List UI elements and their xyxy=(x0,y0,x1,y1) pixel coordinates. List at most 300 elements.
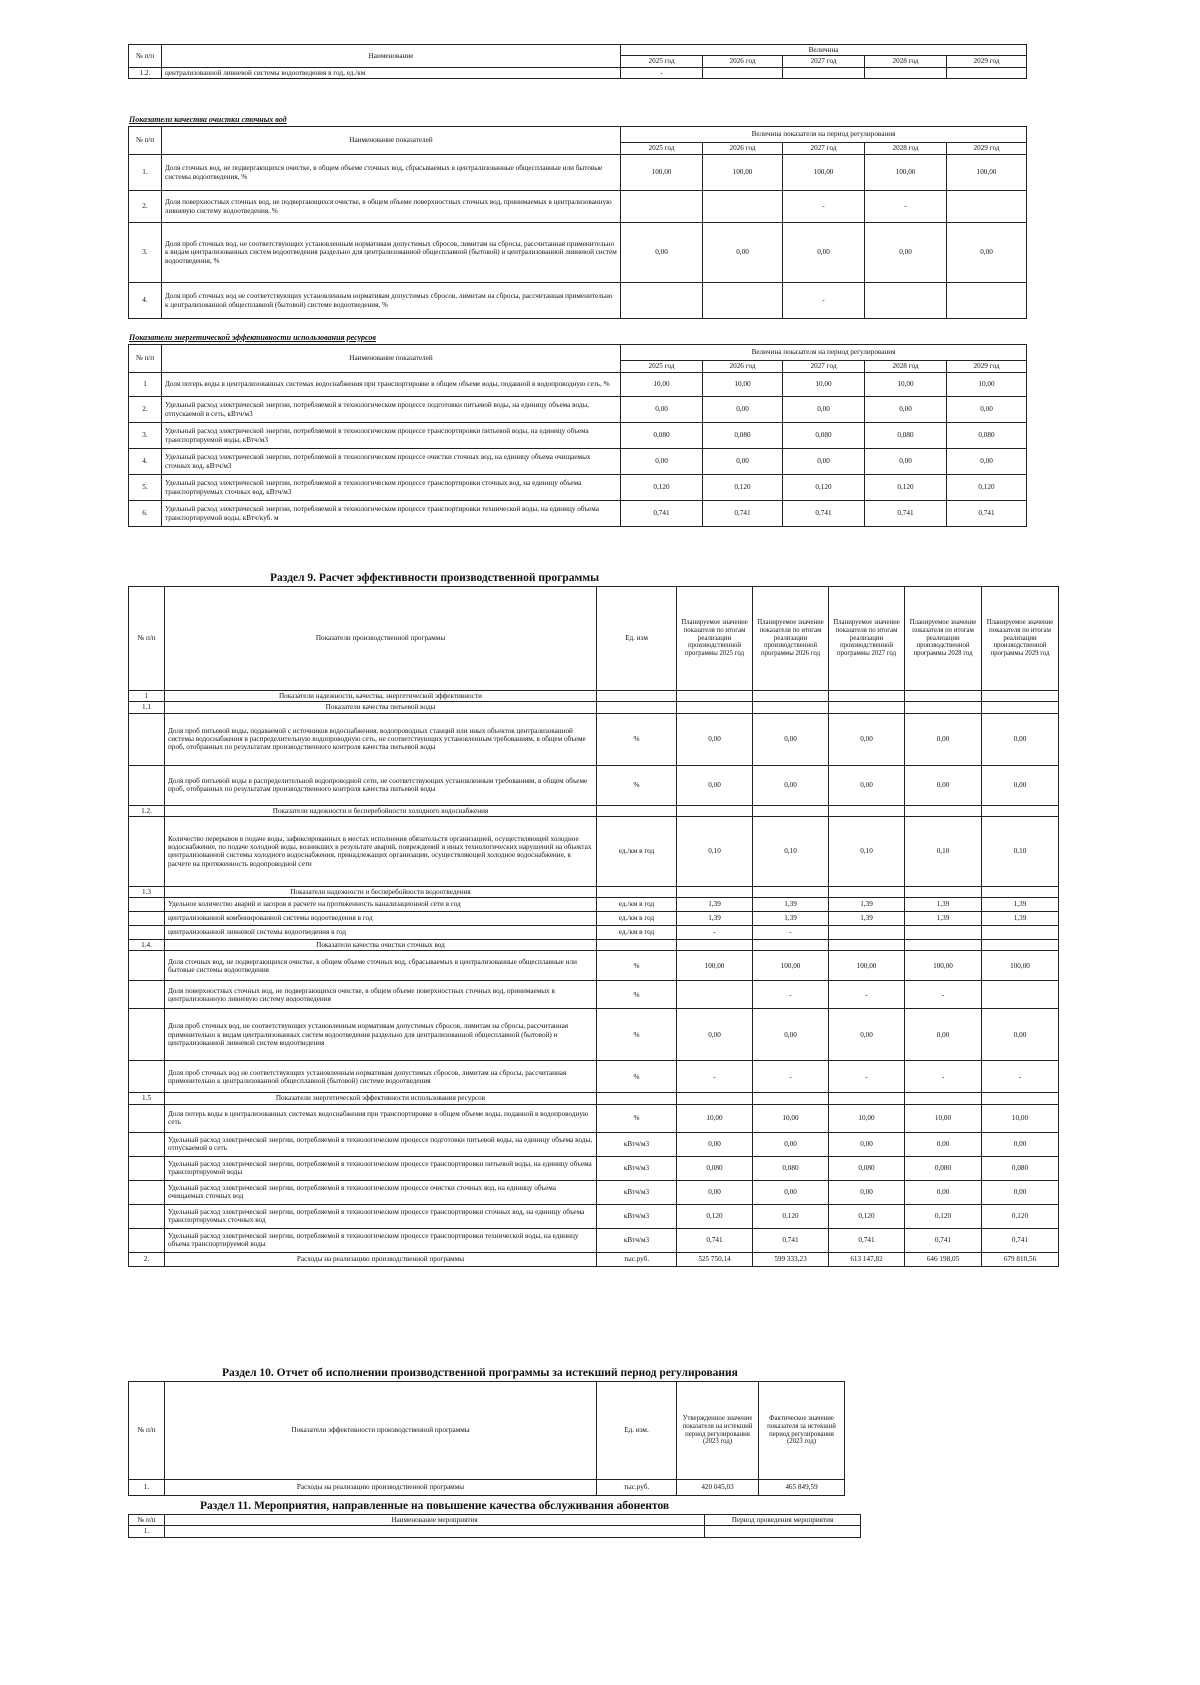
row-value: 0,741 xyxy=(621,501,703,527)
row-value: 0,00 xyxy=(865,449,947,475)
row-value: 0,00 xyxy=(829,713,905,765)
row-name: Удельный расход электрической энергии, потребляемой в технологическом процессе транспортировки технической воды, на единицу объема транспортируемой воды xyxy=(165,1228,597,1252)
col-header-num: № п/п xyxy=(129,127,162,155)
section-row xyxy=(129,940,1059,951)
row-value: 0,120 xyxy=(865,475,947,501)
row-fact: 465 849,59 xyxy=(759,1480,845,1496)
section-9-title: Раздел 9. Расчет эффективности производственной программы xyxy=(270,572,600,584)
row-value: - xyxy=(829,981,905,1009)
row-unit: кВтч/м3 xyxy=(597,1180,677,1204)
row-value: 0,080 xyxy=(947,423,1027,449)
row-value: 0,120 xyxy=(703,475,783,501)
table-row xyxy=(129,1252,1059,1266)
row-value: 0,080 xyxy=(703,423,783,449)
col-header-name: Показатели эффективности производственной программы xyxy=(165,1382,597,1480)
row-value xyxy=(829,702,905,713)
row-name: Удельный расход электрической энергии, потребляемой в технологическом процессе очистки сточных вод, на единицу объема очищаемых сточных вод xyxy=(165,1180,597,1204)
table-row xyxy=(129,713,1059,765)
col-header-group: Величина xyxy=(621,45,1027,56)
section-row xyxy=(129,805,1059,816)
row-period xyxy=(705,1526,861,1537)
table-energy-efficiency xyxy=(128,344,1027,527)
row-value: 0,741 xyxy=(677,1228,753,1252)
row-value xyxy=(865,283,947,319)
row-unit: % xyxy=(597,1009,677,1061)
row-value: 10,00 xyxy=(621,373,703,397)
row-value: 0,080 xyxy=(865,423,947,449)
row-value: 0,00 xyxy=(703,223,783,283)
table-row xyxy=(129,423,1027,449)
row-unit: тыс.руб. xyxy=(597,1480,677,1496)
row-value: 1,39 xyxy=(753,898,829,912)
row-num xyxy=(129,981,165,1009)
row-value: - xyxy=(905,981,982,1009)
row-value: - xyxy=(829,1061,905,1093)
row-unit xyxy=(597,691,677,702)
row-value: 599 333,23 xyxy=(753,1252,829,1266)
row-value: 1,39 xyxy=(829,898,905,912)
row-value: 100,00 xyxy=(865,155,947,191)
row-num xyxy=(129,1156,165,1180)
row-num: 1.3 xyxy=(129,886,165,897)
row-value: 10,00 xyxy=(783,373,865,397)
col-header-year: 2025 год xyxy=(621,56,703,67)
row-value xyxy=(905,1093,982,1104)
row-plan: 420 045,03 xyxy=(677,1480,759,1496)
row-num: 1 xyxy=(129,373,162,397)
row-value xyxy=(905,926,982,940)
col-header-year-2025: Планируемое значение показателя по итогам реализации производственной программы 2025 год xyxy=(677,587,753,691)
row-value: 0,741 xyxy=(982,1228,1059,1252)
row-value: 10,00 xyxy=(865,373,947,397)
row-num: 4. xyxy=(129,449,162,475)
row-name: Доля поверхностных сточных вод, не подвергающихся очистке, в общем объеме поверхностных сточных вод, принимаемых в централизованную ливневую систему водоотведения, % xyxy=(162,191,621,223)
row-value xyxy=(982,691,1059,702)
row-value xyxy=(829,926,905,940)
row-value: 10,00 xyxy=(753,1104,829,1132)
row-value: 0,120 xyxy=(947,475,1027,501)
table-section-11 xyxy=(128,1514,861,1538)
row-value: 100,00 xyxy=(703,155,783,191)
row-num xyxy=(129,1180,165,1204)
row-value: 0,00 xyxy=(829,765,905,805)
row-value: 0,00 xyxy=(753,713,829,765)
row-value: 1,39 xyxy=(982,898,1059,912)
row-value: 100,00 xyxy=(982,951,1059,981)
row-value: 0,080 xyxy=(829,1156,905,1180)
row-value: 0,120 xyxy=(905,1204,982,1228)
row-num: 1.2. xyxy=(129,67,162,78)
row-value xyxy=(753,886,829,897)
row-value xyxy=(982,805,1059,816)
row-value: 0,00 xyxy=(905,713,982,765)
section-11-title: Раздел 11. Мероприятия, направленные на повышение качества обслуживания абонентов xyxy=(200,1500,670,1512)
row-num xyxy=(129,1104,165,1132)
row-unit xyxy=(597,886,677,897)
row-value: 0,00 xyxy=(905,1132,982,1156)
row-value: 0,080 xyxy=(621,423,703,449)
row-unit xyxy=(597,805,677,816)
row-unit: кВтч/м3 xyxy=(597,1132,677,1156)
row-value: 0,00 xyxy=(621,223,703,283)
row-num: 6. xyxy=(129,501,162,527)
row-value: 0,120 xyxy=(982,1204,1059,1228)
row-value xyxy=(905,886,982,897)
row-value xyxy=(621,191,703,223)
row-value: 1,39 xyxy=(753,912,829,926)
row-value xyxy=(982,886,1059,897)
row-unit: % xyxy=(597,713,677,765)
row-value: 1,39 xyxy=(905,912,982,926)
row-value: 0,00 xyxy=(677,1009,753,1061)
row-value: 0,00 xyxy=(753,1180,829,1204)
row-num xyxy=(129,1228,165,1252)
table-row xyxy=(129,926,1059,940)
table-section-10 xyxy=(128,1381,845,1496)
row-name: Доля поверхностных сточных вод, не подвергающихся очистке, в общем объеме поверхностных сточных вод, принимаемых в централизованную ливневую систему водоотведения xyxy=(165,981,597,1009)
col-header-year: 2029 год xyxy=(947,56,1027,67)
col-header-period: Период проведения мероприятия xyxy=(705,1515,861,1526)
row-unit: % xyxy=(597,765,677,805)
row-value xyxy=(783,67,865,78)
row-value: 0,741 xyxy=(905,1228,982,1252)
table-row xyxy=(129,1009,1059,1061)
row-value: - xyxy=(753,981,829,1009)
row-value: 0,00 xyxy=(829,1009,905,1061)
table-row xyxy=(129,155,1027,191)
row-name: Расходы на реализацию производственной программы xyxy=(165,1480,597,1496)
table-row xyxy=(129,397,1027,423)
col-header-year-2026: Планируемое значение показателя по итогам реализации производственной программы 2026 год xyxy=(753,587,829,691)
table-row xyxy=(129,501,1027,527)
col-header-num: № п/п xyxy=(129,1515,165,1526)
table-row xyxy=(129,1104,1059,1132)
row-value: 100,00 xyxy=(829,951,905,981)
row-value xyxy=(829,691,905,702)
row-value xyxy=(905,691,982,702)
row-value: - xyxy=(677,926,753,940)
row-value: 0,00 xyxy=(982,1180,1059,1204)
row-value: 0,00 xyxy=(865,397,947,423)
row-name: централизованной ливневой системы водоотведения в год, ед./км xyxy=(162,67,621,78)
table-wastewater-quality xyxy=(128,126,1027,319)
row-value: - xyxy=(753,926,829,940)
row-name: Доля проб сточных вод не соответствующих установленным нормативам допустимых сбросов, лимитам на сбросы, рассчитанная применительно к централизованной общесплавной (бытовой) системе водоотведения, % xyxy=(162,283,621,319)
row-value: 0,741 xyxy=(865,501,947,527)
row-value: 0,00 xyxy=(947,397,1027,423)
row-value: 0,080 xyxy=(677,1156,753,1180)
row-value: 10,00 xyxy=(829,1104,905,1132)
row-unit xyxy=(597,702,677,713)
row-num xyxy=(129,912,165,926)
row-value: 1,39 xyxy=(677,898,753,912)
row-value: 0,080 xyxy=(753,1156,829,1180)
row-value xyxy=(621,283,703,319)
row-name: Удельный расход электрической энергии, потребляемой в технологическом процессе подготовки питьевой воды, на единицу объема воды, отпускаемой в сеть xyxy=(165,1132,597,1156)
row-value: 100,00 xyxy=(947,155,1027,191)
row-num: 1.5 xyxy=(129,1093,165,1104)
table-row xyxy=(129,765,1059,805)
col-header-num: № п/п xyxy=(129,345,162,373)
col-header-name: Наименование xyxy=(162,45,621,68)
col-header-year-2029: Планируемое значение показателя по итогам реализации производственной программы 2029 год xyxy=(982,587,1059,691)
col-header-year: 2029 год xyxy=(947,143,1027,155)
row-value: 0,080 xyxy=(905,1156,982,1180)
table-row xyxy=(129,223,1027,283)
row-name: Доля сточных вод, не подвергающихся очистке, в общем объеме сточных вод, сбрасываемых в централизованные общесплавные или бытовые системы водоотведения, % xyxy=(162,155,621,191)
row-value: 0,080 xyxy=(783,423,865,449)
row-value: 0,00 xyxy=(905,765,982,805)
col-header-name: Показатели производственной программы xyxy=(165,587,597,691)
col-header-year-2027: Планируемое значение показателя по итогам реализации производственной программы 2027 год xyxy=(829,587,905,691)
section-name: Показатели качества очистки сточных вод xyxy=(165,940,597,951)
table-row xyxy=(129,373,1027,397)
row-name: Доля проб питьевой воды, подаваемой с источников водоснабжения, водопроводных станций или иных объектов централизованной системы водоснабжения в распределительную водопроводную сеть, не соответствующих установленным требованиям, в общем объеме проб, отобранных по результатам производственного контроля качества питьевой воды xyxy=(165,713,597,765)
row-value: 0,10 xyxy=(905,816,982,886)
row-num xyxy=(129,1061,165,1093)
row-value xyxy=(753,691,829,702)
subtitle-quality: Показатели качества очистки сточных вод xyxy=(129,115,287,124)
row-value: 0,080 xyxy=(982,1156,1059,1180)
subtitle-energy: Показатели энергетической эффективности использования ресурсов xyxy=(129,333,376,342)
row-value: 10,00 xyxy=(905,1104,982,1132)
table-section-9 xyxy=(128,586,1059,1267)
col-header-num: № п/п xyxy=(129,587,165,691)
col-header-year: 2025 год xyxy=(621,143,703,155)
section-name: Показатели надежности, качества, энергетической эффективности xyxy=(165,691,597,702)
table-row xyxy=(129,1180,1059,1204)
row-unit: кВтч/м3 xyxy=(597,1204,677,1228)
row-unit: ед./км в год xyxy=(597,926,677,940)
row-name: Доля потерь воды в централизованных системах водоснабжения при транспортировке в общем объеме воды, поданной в водопроводную сеть xyxy=(165,1104,597,1132)
row-value: - xyxy=(677,1061,753,1093)
row-name: Удельный расход электрической энергии, потребляемой в технологическом процессе транспортировки сточных вод, на единицу объема транспортируемых сточных вод xyxy=(165,1204,597,1228)
col-header-year: 2028 год xyxy=(865,361,947,373)
section-row xyxy=(129,886,1059,897)
row-num: 1.1 xyxy=(129,702,165,713)
row-num xyxy=(129,951,165,981)
row-name: Удельный расход электрической энергии, потребляемой в технологическом процессе подготовки питьевой воды, на единицу объема воды, отпускаемой в сеть, кВтч/м3 xyxy=(162,397,621,423)
row-num xyxy=(129,816,165,886)
row-value: 100,00 xyxy=(753,951,829,981)
row-num xyxy=(129,1009,165,1061)
row-value xyxy=(982,926,1059,940)
row-unit: % xyxy=(597,1061,677,1093)
row-unit: ед./км в год xyxy=(597,912,677,926)
row-name: централизованной комбинированной системы водоотведения в год xyxy=(165,912,597,926)
row-value: 0,741 xyxy=(947,501,1027,527)
col-header-unit: Ед. изм. xyxy=(597,1382,677,1480)
section-row xyxy=(129,691,1059,702)
row-value: - xyxy=(982,1061,1059,1093)
table-row xyxy=(129,981,1059,1009)
row-value xyxy=(947,67,1027,78)
row-name: Удельное количество аварий и засоров в расчете на протяженность канализационной сети в год xyxy=(165,898,597,912)
row-value xyxy=(829,940,905,951)
row-value xyxy=(829,1093,905,1104)
row-value xyxy=(905,940,982,951)
row-value: 679 810,56 xyxy=(982,1252,1059,1266)
row-num xyxy=(129,1204,165,1228)
col-header-year: 2027 год xyxy=(783,56,865,67)
col-header-name: Наименование показателей xyxy=(162,127,621,155)
row-value: 0,00 xyxy=(677,1132,753,1156)
table-row xyxy=(129,912,1059,926)
row-value: 0,741 xyxy=(783,501,865,527)
row-value xyxy=(753,702,829,713)
row-value xyxy=(677,981,753,1009)
row-num: 3. xyxy=(129,423,162,449)
row-unit: % xyxy=(597,951,677,981)
row-value xyxy=(947,283,1027,319)
row-value: 0,00 xyxy=(621,397,703,423)
col-header-num: № п/п xyxy=(129,1382,165,1480)
row-value: 0,10 xyxy=(829,816,905,886)
section-10-title: Раздел 10. Отчет об исполнении производственной программы за истекший период регулирования xyxy=(222,1367,738,1379)
row-value xyxy=(677,691,753,702)
row-value xyxy=(677,886,753,897)
row-num xyxy=(129,1132,165,1156)
row-value: 0,00 xyxy=(982,1132,1059,1156)
section-name: Показатели надежности и бесперебойности холодного водоснабжения xyxy=(165,805,597,816)
table-row xyxy=(129,1061,1059,1093)
col-header-year: 2026 год xyxy=(703,361,783,373)
table-row xyxy=(129,1156,1059,1180)
row-num: 2. xyxy=(129,397,162,423)
col-header-year: 2028 год xyxy=(865,56,947,67)
row-value xyxy=(829,805,905,816)
row-value: 0,741 xyxy=(753,1228,829,1252)
row-value xyxy=(753,805,829,816)
row-value xyxy=(703,67,783,78)
col-header-name: Наименование показателей xyxy=(162,345,621,373)
row-unit: кВтч/м3 xyxy=(597,1156,677,1180)
top-continuation-table xyxy=(128,44,1027,79)
row-num xyxy=(129,898,165,912)
row-value: 0,120 xyxy=(753,1204,829,1228)
row-value: - xyxy=(783,191,865,223)
row-num xyxy=(129,926,165,940)
table-row xyxy=(129,283,1027,319)
row-value: - xyxy=(621,67,703,78)
row-value xyxy=(865,67,947,78)
row-value: 100,00 xyxy=(905,951,982,981)
col-header-year-2028: Планируемое значение показателя по итогам реализации производственной программы 2028 год xyxy=(905,587,982,691)
row-value: 0,00 xyxy=(677,765,753,805)
row-name: Доля потерь воды в централизованных системах водоснабжения при транспортировке в общем объеме воды, поданной в водопроводную сеть, % xyxy=(162,373,621,397)
row-value: 0,741 xyxy=(829,1228,905,1252)
row-value xyxy=(905,805,982,816)
row-value: - xyxy=(753,1061,829,1093)
table-row xyxy=(129,1204,1059,1228)
col-header-unit: Ед. изм xyxy=(597,587,677,691)
col-header-fact: Фактическое значение показателя за истекший период регулирования (2023 год) xyxy=(759,1382,845,1480)
row-value xyxy=(753,940,829,951)
row-name: Удельный расход электрической энергии, потребляемой в технологическом процессе транспортировки технической воды, на единицу объема транспортируемой воды, кВтч/куб. м xyxy=(162,501,621,527)
row-unit: кВтч/м3 xyxy=(597,1228,677,1252)
row-value: 0,00 xyxy=(947,449,1027,475)
row-value: 0,00 xyxy=(783,449,865,475)
row-value: 0,00 xyxy=(905,1009,982,1061)
row-value: 0,00 xyxy=(982,765,1059,805)
section-name: Показатели качества питьевой воды xyxy=(165,702,597,713)
col-header-group: Величина показателя на период регулирования xyxy=(621,345,1027,361)
section-name: Показатели энергетической эффективности использования ресурсов xyxy=(165,1093,597,1104)
row-name: Доля проб питьевой воды в распределительной водопроводной сети, не соответствующих установленным требованиям, в общем объеме проб, отобранных по результатам производственного контроля качества питьевой воды xyxy=(165,765,597,805)
row-num: 1.4. xyxy=(129,940,165,951)
section-row xyxy=(129,702,1059,713)
row-value: 613 147,82 xyxy=(829,1252,905,1266)
row-unit: ед./км в год xyxy=(597,898,677,912)
section-row xyxy=(129,1093,1059,1104)
col-header-group: Величина показателя на период регулирования xyxy=(621,127,1027,143)
row-value: 0,00 xyxy=(753,765,829,805)
row-value: 0,00 xyxy=(753,1009,829,1061)
row-num: 5. xyxy=(129,475,162,501)
row-num: 1.2. xyxy=(129,805,165,816)
row-value: 0,00 xyxy=(621,449,703,475)
row-value: 0,00 xyxy=(829,1180,905,1204)
row-value: 0,00 xyxy=(865,223,947,283)
row-value: 0,10 xyxy=(677,816,753,886)
row-num: 1. xyxy=(129,155,162,191)
row-value: 0,00 xyxy=(703,449,783,475)
row-value xyxy=(947,191,1027,223)
row-num xyxy=(129,765,165,805)
table-row xyxy=(129,67,1027,78)
col-header-name: Наименование мероприятия xyxy=(165,1515,705,1526)
row-value xyxy=(982,702,1059,713)
row-value: 0,00 xyxy=(753,1132,829,1156)
row-value: - xyxy=(865,191,947,223)
row-value: 0,00 xyxy=(829,1132,905,1156)
row-name: Удельный расход электрической энергии, потребляемой в технологическом процессе очистки сточных вод, на единицу объема очищаемых сточных вод, кВтч/м3 xyxy=(162,449,621,475)
row-value: 1,39 xyxy=(677,912,753,926)
row-value: 10,00 xyxy=(947,373,1027,397)
row-value xyxy=(703,191,783,223)
row-value: 0,00 xyxy=(677,1180,753,1204)
row-unit: тыс.руб. xyxy=(597,1252,677,1266)
row-value: 1,39 xyxy=(829,912,905,926)
row-value xyxy=(677,1093,753,1104)
row-value: 100,00 xyxy=(621,155,703,191)
row-name xyxy=(165,1526,705,1537)
row-value xyxy=(829,886,905,897)
row-value: 1,39 xyxy=(905,898,982,912)
row-num: 1. xyxy=(129,1480,165,1496)
table-row xyxy=(129,951,1059,981)
row-unit: % xyxy=(597,1104,677,1132)
row-name: Доля проб сточных вод, не соответствующих установленным нормативам допустимых сбросов, лимитам на сбросы, рассчитанная применительно к видам централизованных систем водоотведения раздельно для централизованной общесплавной (бытовой) и централизованной ливневой систем водоотведения, % xyxy=(162,223,621,283)
row-num: 2. xyxy=(129,191,162,223)
table-row xyxy=(129,449,1027,475)
table-row xyxy=(129,475,1027,501)
col-header-year: 2029 год xyxy=(947,361,1027,373)
table-row xyxy=(129,1228,1059,1252)
row-value: 0,00 xyxy=(905,1180,982,1204)
row-name: Доля проб сточных вод не соответствующих установленным нормативам допустимых сбросов, лимитам на сбросы, рассчитанная применительно к централизованной общесплавной (бытовой) системе водоотведения xyxy=(165,1061,597,1093)
table-row xyxy=(129,191,1027,223)
col-header-num: № п/п xyxy=(129,45,162,68)
row-value: 0,00 xyxy=(703,397,783,423)
row-value: 1,39 xyxy=(982,912,1059,926)
row-unit xyxy=(597,940,677,951)
row-name: Доля проб сточных вод, не соответствующих установленным нормативам допустимых сбросов, лимитам на сбросы, рассчитанная применительно к видам централизованных систем водоотведения раздельно для централизованной общесплавной (бытовой) и централизованной ливневой систем водоотведения xyxy=(165,1009,597,1061)
col-header-year: 2028 год xyxy=(865,143,947,155)
row-value xyxy=(677,940,753,951)
row-num: 1 xyxy=(129,691,165,702)
row-num: 2. xyxy=(129,1252,165,1266)
